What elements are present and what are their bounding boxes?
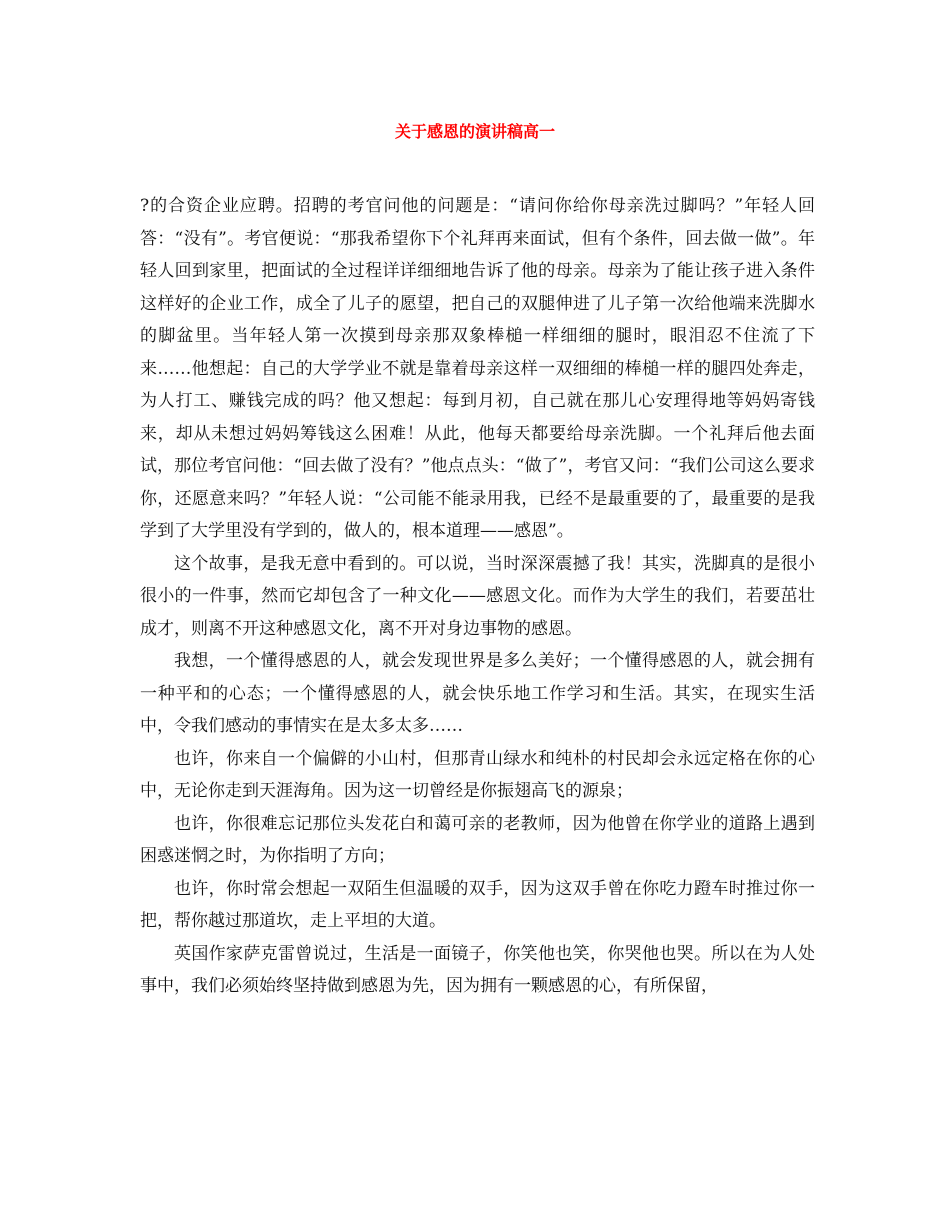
paragraph-2: 这个故事，是我无意中看到的。可以说，当时深深震撼了我！其实，洗脚真的是很小很小的一件事，然而它却包含了一种文化——感恩文化。而作为大学生的我们，若要茁壮成才，则离不开这种感恩文化，离不开对身边事物的感恩。 <box>140 553 815 639</box>
paragraph-3: 我想，一个懂得感恩的人，就会发现世界是多么美好；一个懂得感恩的人，就会拥有一种平和的心态；一个懂得感恩的人，就会快乐地工作学习和生活。其实，在现实生活中，令我们感动的事情实在是太多太多…… <box>140 651 815 736</box>
paragraph-7: 英国作家萨克雷曾说过，生活是一面镜子，你笑他也笑，你哭他也哭。所以在为人处事中，我们必须始终坚持做到感恩为先，因为拥有一颗感恩的心，有所保留， <box>140 943 815 996</box>
paragraph-1: ?的合资企业应聘。招聘的考官问他的问题是：“请问你给你母亲洗过脚吗？”年轻人回答：“没有”。考官便说：“那我希望你下个礼拜再来面试，但有个条件，回去做一做”。年轻人回到家里，把面试的全过程详详细细地告诉了他的母亲。母亲为了能让孩子进入条件这样好的企业工作，成全了儿子的愿望，把自己的双腿伸进了儿子第一次给他端来洗脚水的脚盆里。当年轻人第一次摸到母亲那双象棒槌一样细细的腿时，眼泪忍不住流了下来……他想起：自己的大学学业不就是靠着母亲这样一双细细的棒槌一样的腿四处奔走，为人打工、赚钱完成的吗？他又想起：每到月初，自己就在那儿心安理得地等妈妈寄钱来，却从未想过妈妈筹钱这么困难！从此，他每天都要给母亲洗脚。一个礼拜后他去面试，那位考官问他：“回去做了没有？”他点点头：“做了”，考官又问：“我们公司这么要求你，还愿意来吗？”年轻人说：“公司能不能录用我，已经不是最重要的了，最重要的是我学到了大学里没有学到的，做人的，根本道理——感恩”。 <box>140 196 815 541</box>
paragraph-6: 也许，你时常会想起一双陌生但温暖的双手，因为这双手曾在你吃力蹬车时推过你一把，帮你越过那道坎，走上平坦的大道。 <box>140 878 815 931</box>
paragraph-5: 也许，你很难忘记那位头发花白和蔼可亲的老教师，因为他曾在你学业的道路上遇到困惑迷惘之时，为你指明了方向； <box>140 813 815 866</box>
document-body <box>140 190 815 1003</box>
paragraph-4: 也许，你来自一个偏僻的小山村，但那青山绿水和纯朴的村民却会永远定格在你的心中，无论你走到天涯海角。因为这一切曾经是你振翅高飞的源泉； <box>140 748 815 801</box>
document-title: 关于感恩的演讲稿高一 <box>394 122 555 141</box>
